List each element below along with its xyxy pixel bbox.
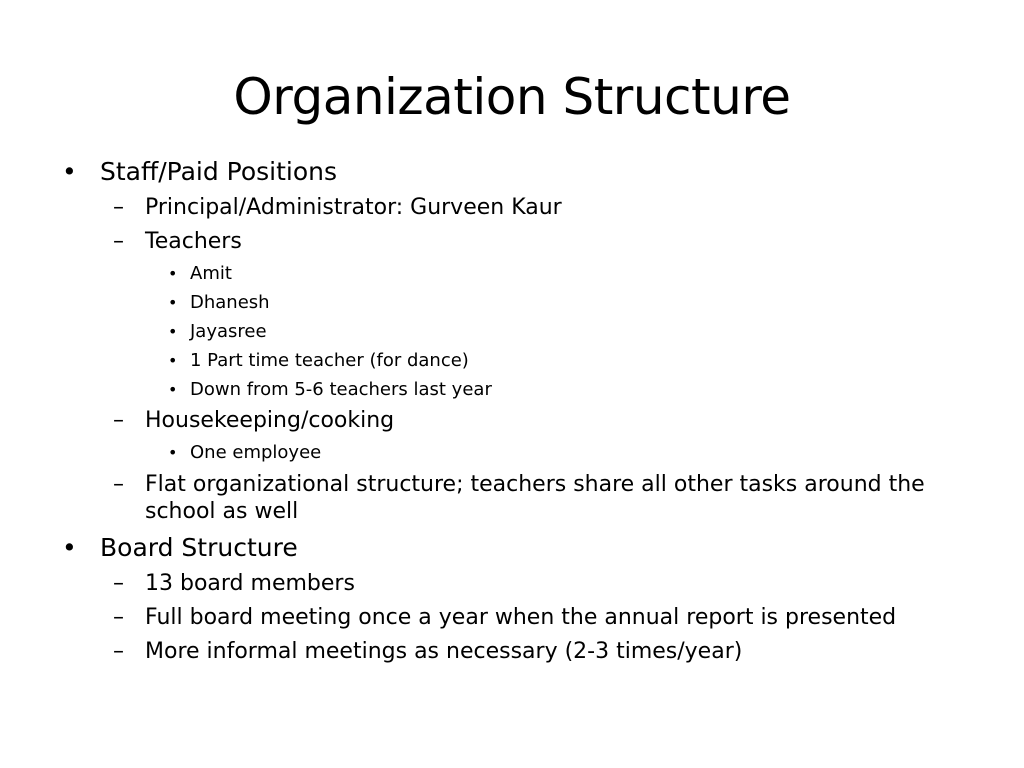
- list-item-text: Dhanesh: [190, 292, 270, 313]
- bullet-marker: •: [62, 157, 77, 186]
- bullet-marker: •: [168, 380, 178, 399]
- list-item-text: One employee: [190, 442, 322, 463]
- list-item-text: More informal meetings as necessary (2-3 times/year): [145, 639, 743, 664]
- list-item-text: Amit: [190, 263, 232, 284]
- bullet-marker: •: [168, 322, 178, 341]
- dash-marker: –: [113, 408, 124, 433]
- bullet-marker: •: [168, 443, 178, 462]
- bullet-marker: •: [168, 293, 178, 312]
- list-item-text: Down from 5-6 teachers last year: [190, 379, 492, 400]
- bullet-marker: •: [168, 351, 178, 370]
- bullet-marker: •: [62, 533, 77, 562]
- list-item-text: Full board meeting once a year when the annual report is presented: [145, 605, 897, 630]
- list-item-text: Board Structure: [100, 533, 298, 562]
- list-item-text: Staff/Paid Positions: [100, 157, 338, 186]
- list-item-text: Principal/Administrator: Gurveen Kaur: [145, 195, 562, 220]
- list-item-text: Jayasree: [190, 321, 267, 342]
- dash-marker: –: [113, 195, 124, 220]
- list-item-text: Flat organizational structure; teachers share all other tasks around the: [145, 472, 925, 497]
- bullet-marker: •: [168, 264, 178, 283]
- list-item-text: Housekeeping/cooking: [145, 408, 395, 433]
- list-item-text: Teachers: [145, 229, 242, 254]
- dash-marker: –: [113, 639, 124, 664]
- slide-title: Organization Structure: [233, 68, 791, 126]
- dash-marker: –: [113, 605, 124, 630]
- list-item-text: 1 Part time teacher (for dance): [190, 350, 469, 371]
- list-item-text: school as well: [145, 499, 299, 524]
- dash-marker: –: [113, 571, 124, 596]
- dash-marker: –: [113, 472, 124, 497]
- dash-marker: –: [113, 229, 124, 254]
- list-item-text: 13 board members: [145, 571, 355, 596]
